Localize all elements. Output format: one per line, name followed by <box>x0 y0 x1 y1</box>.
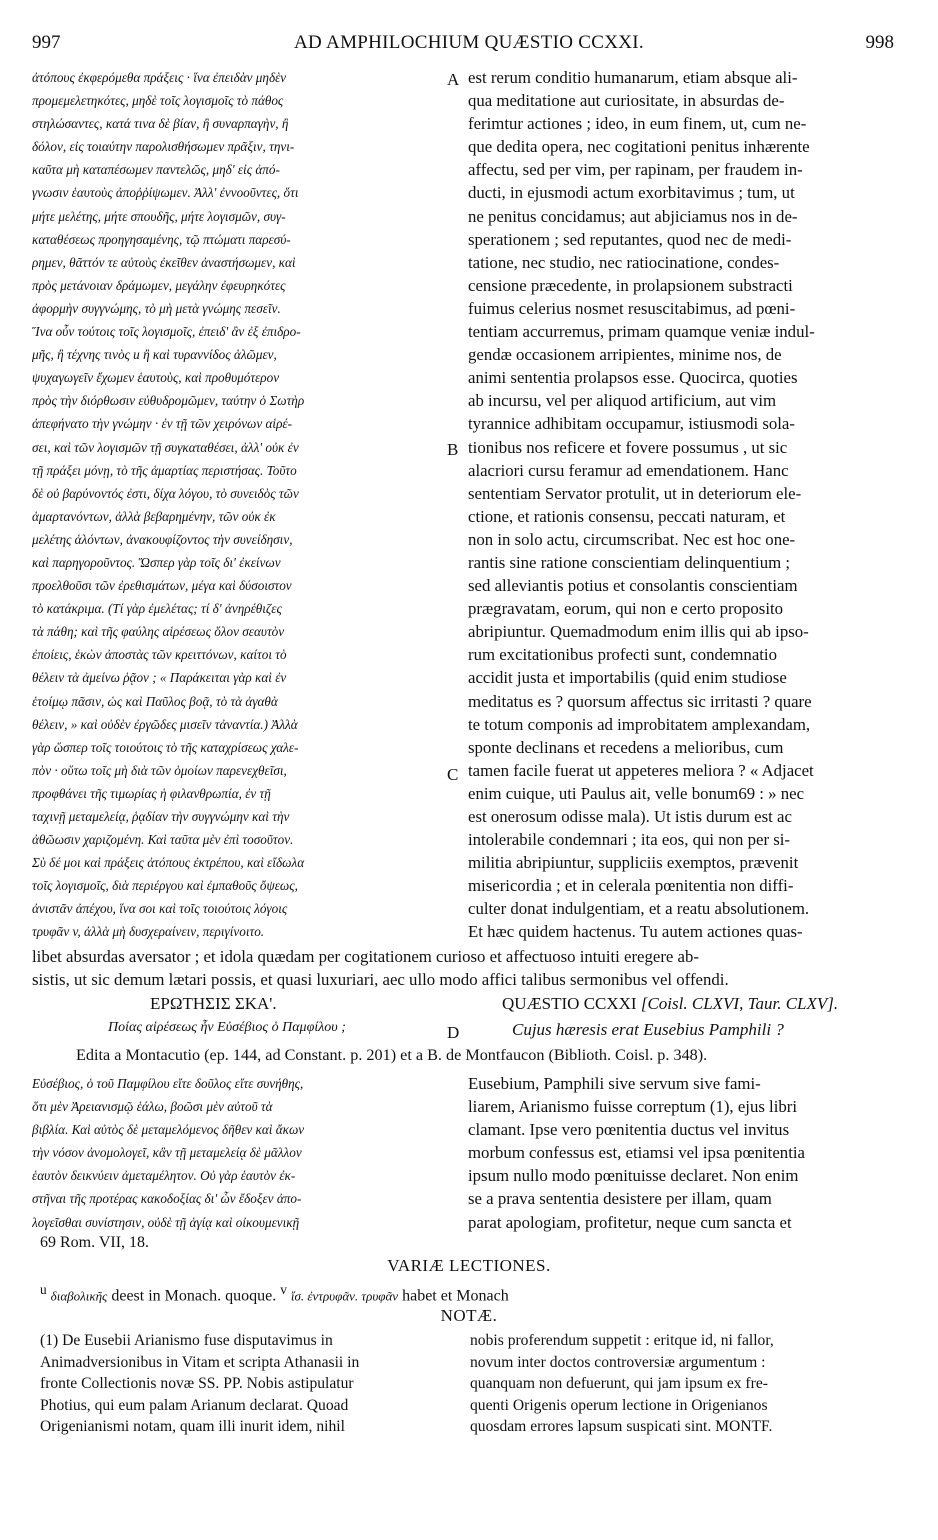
margin-letter-a: A <box>447 70 460 89</box>
latin-text-line: Et hæc quidem hactenus. Tu autem actiones quas- <box>468 922 803 942</box>
latin-column-top <box>468 66 904 944</box>
latin-text-line: te totum componis ad improbitatem amplexandam, <box>468 714 811 734</box>
latin-text-line: ferimtur actiones ; ideo, in eum finem, ut, cum ne- <box>468 114 807 134</box>
greek-text-line: πρὸς τὴν διόρθωσιν εὐθυδρομῶμεν, ταύτην ὁ Σωτὴρ <box>32 393 305 409</box>
greek-question-title: Ποίας αἱρέσεως ἦν Εὐσέβιος ὁ Παμφίλου ; <box>108 1020 346 1035</box>
latin-text-line: se a prava sententia desistere per illam, quam <box>468 1189 772 1209</box>
variant-v-label: v <box>280 1282 287 1297</box>
note-line: fronte Collectionis novæ SS. PP. Nobis astipulatur <box>40 1375 354 1393</box>
greek-text-line: τὴν νόσον ἀνομολογεῖ, κἂν τῇ μεταμελείᾳ δὲ μᾶλλον <box>32 1145 302 1161</box>
latin-text-line: ctione, et rationis consensu, peccati naturam, et <box>468 506 786 526</box>
edition-note: Edita a Montacutio (ep. 144, ad Constant. p. 201) et a B. de Montfaucon (Biblioth. Coisl. p. 348). <box>76 1046 708 1064</box>
latin-text-line: non in solo actu, circumscribat. Nec est hoc one- <box>468 529 796 549</box>
latin-text-line: prægravatam, eorum, qui non e certo proposito <box>468 599 784 619</box>
latin-text-line: que dedita opera, nec cogitationi penitus inhærente <box>468 137 810 157</box>
note-line: Animadversionibus in Vitam et scripta Athanasii in <box>40 1353 360 1371</box>
latin-text-line: culter donat indulgentiam, et a reatu absolutionem. <box>468 899 810 919</box>
greek-text-line: ἐποίεις, ἑκὼν ἀποστὰς τῶν κρειττόνων, καίτοι τὸ <box>32 647 287 663</box>
greek-text-line: τρυφᾶν v, ἀλλὰ μὴ δυσχεραίνειν, περιγίνοιτο. <box>32 924 265 940</box>
latin-text-line: sponte declinans et recedens a melioribus, cum <box>468 737 784 757</box>
latin-text-line: clamant. Ipse vero pœnitentia ductus vel invitus <box>468 1120 790 1140</box>
greek-column-bottom <box>32 1072 452 1234</box>
left-page-number: 997 <box>32 32 61 53</box>
latin-question-heading <box>502 994 838 1014</box>
latin-text-line: sperationem ; sed reputantes, quod nec de medi- <box>468 229 792 249</box>
latin-heading-sources: [Coisl. CLXVI, Taur. CLXV]. <box>640 994 839 1013</box>
greek-text-line: ἀφορμὴν συγγνώμης, τὸ μὴ μετὰ γνώμης πεσεῖν. <box>32 300 281 316</box>
latin-text-line: parat apologiam, profitetur, neque cum sancta et <box>468 1212 792 1232</box>
greek-text-line: σει, καὶ τῶν λογισμῶν τῇ συγκαταθέσει, ἀλλ' οὐκ ἐν <box>32 439 299 455</box>
note-line: nobis proferendum suppetit : eritque id, ni fallor, <box>470 1332 774 1349</box>
running-header <box>0 32 938 56</box>
latin-text-line: Eusebium, Pamphili sive servum sive fami- <box>468 1074 761 1093</box>
variant-u-text: deest in Monach. quoque. <box>111 1287 277 1305</box>
greek-text-line: τοῖς λογισμοῖς, διὰ περιέργου καὶ ἐμπαθοῦς ὄψεως, <box>32 878 298 894</box>
latin-heading-number: QUÆSTIO CCXXI <box>502 994 637 1013</box>
greek-text-line: ἁμαρτανόντων, ἀλλὰ βεβαρημένην, τῶν οὐκ ἐκ <box>32 508 276 524</box>
greek-text-line: τὰ πάθη; καὶ τῆς φαύλης αἱρέσεως ὅλον σεαυτὸν <box>32 624 285 640</box>
greek-text-line: ἑτοίμῳ πᾶσιν, ὡς καὶ Παῦλος βοᾷ, τὸ τὰ ἀγαθὰ <box>32 693 278 709</box>
greek-text-line: μήτε μελέτης, μήτε σπουδῆς, μήτε λογισμῶν, συγ- <box>32 208 286 224</box>
greek-text-line: ἀθῶωσιν χαριζομένη. Καὶ ταῦτα μὲν ἐπὶ τοσοῦτον. <box>32 832 294 848</box>
latin-text-line: sententiam Servator protulit, ut in deteriorum ele- <box>468 483 802 503</box>
greek-text-line: ἀτόπους ἐκφερόμεθα πράξεις · ἵνα ἐπειδὰν μηδὲν <box>32 70 287 85</box>
latin-text-line: ducti, in ejusmodi actum exorbitavimus ; tum, ut <box>468 183 795 203</box>
running-title: AD AMPHILOCHIUM QUÆSTIO CCXXI. <box>294 32 644 53</box>
variant-u-label: u <box>40 1282 47 1297</box>
latin-text-line: morbum confessus est, etiamsi vel ipsa pœnitentia <box>468 1143 805 1163</box>
greek-text-line: τῇ πράξει μόνῃ, τὸ τῆς ἁμαρτίας περιστήσας. Τοῦτο <box>32 462 297 478</box>
greek-text-line: ρημεν, θᾶττόν τε αὐτοὺς ἐκεῖθεν ἀναστήσωμεν, καὶ <box>32 254 296 270</box>
note-line: Origenianismi notam, quam illi inurit idem, nihil <box>40 1418 345 1436</box>
variant-v-greek: ἴσ. ἐντρυφᾶν. τρυφᾶν <box>290 1288 399 1304</box>
greek-text-line: πὸν · οὕτω τοῖς μὴ διὰ τῶν ὁμοίων παρενεχθεῖσι, <box>32 762 287 778</box>
latin-text-line: rantis sine ratione conscientiam delinquentium ; <box>468 552 791 572</box>
latin-text-line: libet absurdas aversator ; et idola quædam per cogitationem curioso et affectuoso intuiti eregere ab- <box>32 947 699 966</box>
latin-text-line: abripiuntur. Quemadmodum enim illis qui ab ipso- <box>468 622 809 642</box>
latin-text-line: tamen facile fuerat ut appeteres meliora ? « Adjacet <box>468 760 814 780</box>
greek-text-line: προελθοῦσι τῶν ἐρεθισμάτων, μέγα καὶ δύσοιστον <box>32 578 292 594</box>
margin-letter-b: B <box>447 440 459 459</box>
latin-text-line: affectu, sed per vim, per rapinam, per fraudem in- <box>468 160 803 180</box>
greek-text-line: βιβλία. Καὶ αὐτὸς δὲ μεταμελόμενος δῆθεν καὶ ἄκων <box>32 1122 305 1138</box>
latin-text-line: misericordia ; et in celerala pœnitentia non diffi- <box>468 876 794 896</box>
greek-text-line: Σὺ δέ μοι καὶ πράξεις ἀτόπους ἐκτρέπου, καὶ εἴδωλα <box>32 855 305 871</box>
greek-text-line: ἀπεφήνατο τὴν γνώμην · ἐν τῇ τῶν χειρόνων αἱρέ- <box>32 416 293 432</box>
note-line: quosdam errores lapsum suspicati sint. MONTF. <box>470 1418 773 1436</box>
latin-text-line: tatione, nec studio, nec ratiocinatione, condes- <box>468 252 780 272</box>
latin-text-line: sistis, ut sic demum lætari possis, et quasi luxuriari, aec ullo modo affici talibus sermonibus vel offendi. <box>32 970 729 990</box>
latin-text-line: tentiam accurremus, primam quamque veniæ indul- <box>468 322 815 342</box>
latin-text-line: ab incursu, vel per aliquod artificium, aut vim <box>468 391 777 411</box>
greek-text-line: ψυχαγωγεῖν ἔχωμεν ἑαυτοὺς, καὶ προθυμότερον <box>32 370 280 386</box>
note-line: quenti Origenis operum lectione in Origenianos <box>470 1396 768 1414</box>
variant-u-greek: διαβολικῆς <box>50 1288 108 1304</box>
greek-text-line: ἀνιστᾶν ἀπέχου, ἵνα σοι καὶ τοῖς τοιούτοις λόγοις <box>32 901 288 917</box>
latin-text-line: censione præcedente, in prolapsionem substracti <box>468 275 793 295</box>
greek-text-line: ὅτι μὲν Ἀρειανισμῷ ἑάλω, βοῶσι μὲν αὐτοῦ τὰ <box>32 1099 273 1115</box>
margin-letter-c: C <box>447 765 459 784</box>
greek-question-heading: ΕΡΩΤΗΣΙΣ ΣΚΑ'. <box>150 994 277 1013</box>
greek-text-line: προφθάνει τῆς τιμωρίας ἡ φιλανθρωπία, ἐν τῇ <box>32 785 271 801</box>
greek-text-line: γνωσιν ἑαυτοὺς ἀποῤῥίψωμεν. Ἀλλ' ἐννοοῦντες, ὅτι <box>32 185 299 201</box>
latin-text-line: rum excitationibus profecti sunt, condemnatio <box>468 645 777 665</box>
note-line: quanquam non defuerunt, qui jam ipsum ex fre- <box>470 1375 768 1393</box>
notes-left-column <box>40 1330 452 1438</box>
greek-text-line: καῦτα μὴ καταπέσωμεν παντελῶς, μηδ' εἰς ἀπό- <box>32 162 280 178</box>
greek-text-line: μῆς, ἢ τέχνης τινὸς u ἢ καὶ τυραννίδος ἁλῶμεν, <box>32 347 277 363</box>
greek-text-line: γὰρ ὥσπερ τοῖς τοιούτοις τὸ τῆς καταχρίσεως χαλε- <box>32 739 299 755</box>
right-page-number: 998 <box>865 32 894 53</box>
latin-text-line: sed alleviantis potius et consolantis conscientiam <box>468 576 798 596</box>
latin-text-line: gendæ occasionem arripientes, minime nos, de <box>468 345 782 365</box>
latin-text-line: accidit justa et importabilis (quid enim studiose <box>468 668 787 688</box>
greek-text-line: θέλειν, » καὶ οὐδὲν ἐργῶδες μισεῖν τἀναντία.) Ἀλλὰ <box>32 716 298 732</box>
footnote: 69 Rom. VII, 18. <box>40 1234 150 1251</box>
latin-text-line: meditatus es ? quorsum affectus sic irritasti ? quare <box>468 691 812 711</box>
greek-text-line: στηλώσαντες, κατά τινα δὲ βίαν, ἢ συναρπαγὴν, ἢ <box>32 116 289 132</box>
greek-text-line: στῆναι τῆς προτέρας κακοδοξίας δι' ὧν ἔδοξεν ἀπο- <box>32 1191 302 1207</box>
greek-text-line: καταθέσεως προηγησαμένης, τῷ πτώματι παρεσύ- <box>32 231 291 247</box>
latin-text-line: ipsum nullo modo pœnituisse declaret. Non enim <box>468 1166 799 1186</box>
latin-text-line: alacriori cursu feramur ad emendationem. Hanc <box>468 460 789 480</box>
note-line: Photius, qui eum palam Arianum declarat. Quoad <box>40 1396 349 1414</box>
greek-text-line: τὸ κατάκριμα. (Τί γὰρ ἐμελέτας; τί δ' ἀνηρέθιζες <box>32 601 282 617</box>
latin-text-line: militia abripiuntur, suppliciis exemptos, prævenit <box>468 853 799 873</box>
greek-text-line: ἑαυτὸν δεικνύειν ἀμεταμέλητον. Οὐ γὰρ ἑαυτὸν ἐκ- <box>32 1168 296 1184</box>
latin-full-width <box>32 945 904 991</box>
note-line: (1) De Eusebii Arianismo fuse disputavimus in <box>40 1332 333 1349</box>
latin-text-line: ne penitus concidamus; aut abjiciamus nos in de- <box>468 206 798 226</box>
greek-text-line: ταχινῇ μεταμελείᾳ, ῥᾳδίαν τὴν συγγνώμην καὶ τὴν <box>32 809 290 824</box>
latin-text-line: est onerosum odisse mala). Ut istis durum est ac <box>468 807 792 826</box>
greek-text-line: δὲ οὐ βαρύνοντός ἐστι, δίχα λόγου, τὸ συνειδὸς τῶν <box>32 485 299 501</box>
latin-column-bottom <box>468 1072 904 1234</box>
note-line: novum inter doctos controversiæ argumentum : <box>470 1353 766 1371</box>
greek-text-line: θέλειν τὰ ἀμείνω ῥᾷον ; « Παράκειται γὰρ καὶ ἐν <box>32 670 287 686</box>
greek-column-top <box>32 66 452 944</box>
greek-text-line: λογεῖσθαι συνίστησιν, οὐδὲ τῇ ἁγίᾳ καὶ οἰκουμενικῇ <box>32 1214 300 1230</box>
margin-letter-d: D <box>447 1023 460 1042</box>
latin-text-line: est rerum conditio humanarum, etiam absque ali- <box>468 68 798 87</box>
greek-text-line: Ἵνα οὖν τούτοις τοῖς λογισμοῖς, ἐπειδ' ἂν ἐξ ἐπιδρο- <box>32 324 301 340</box>
greek-text-line: καὶ παρηγοροῦντος. Ὥσπερ γὰρ τοῖς δι' ἐκείνων <box>32 554 281 570</box>
notae-title: NOTÆ. <box>440 1306 498 1325</box>
latin-text-line: fuimus celerius nosmet resuscitabimus, ad pœni- <box>468 298 796 318</box>
latin-text-line: tionibus nos reficere et fovere possumus , ut sic <box>468 437 788 457</box>
greek-text-line: Εὐσέβιος, ὁ τοῦ Παμφίλου εἴτε δοῦλος εἴτε συνήθης, <box>32 1076 304 1091</box>
greek-text-line: μελέτης ἁλόντων, ἀνακουφίζοντος τὴν συνείδησιν, <box>32 531 293 547</box>
variae-lectiones-title: VARIÆ LECTIONES. <box>387 1256 551 1275</box>
latin-text-line: liarem, Arianismo fuisse correptum (1), ejus libri <box>468 1097 798 1117</box>
latin-text-line: enim cuique, uti Paulus ait, velle bonum69 : » nec <box>468 783 805 803</box>
latin-text-line: animi sententia prolapsos esse. Quocirca, quoties <box>468 368 798 388</box>
greek-text-line: δόλον, εἰς τοιαύτην παρολισθήσωμεν πρᾶξιν, τηνι- <box>32 139 295 155</box>
latin-question-title: Cujus hæresis erat Eusebius Pamphili ? <box>512 1020 784 1039</box>
latin-text-line: tyrannice adhibitam occupamur, istiusmodi sola- <box>468 414 795 434</box>
greek-text-line: πρὸς μετάνοιαν δράμωμεν, μεγάλην ἐφευρηκότες <box>32 277 286 293</box>
variae-lectiones-line <box>40 1282 509 1305</box>
latin-text-line: qua meditatione aut curiositate, in absurdas de- <box>468 91 785 111</box>
greek-text-line: προμεμελετηκότες, μηδὲ τοῖς λογισμοῖς τὸ πάθος <box>32 93 284 109</box>
latin-text-line: intolerabile condemnari ; ita eos, qui non per si- <box>468 830 791 850</box>
variant-v-text: habet et Monach <box>402 1287 509 1305</box>
notes-right-column <box>470 1330 904 1438</box>
